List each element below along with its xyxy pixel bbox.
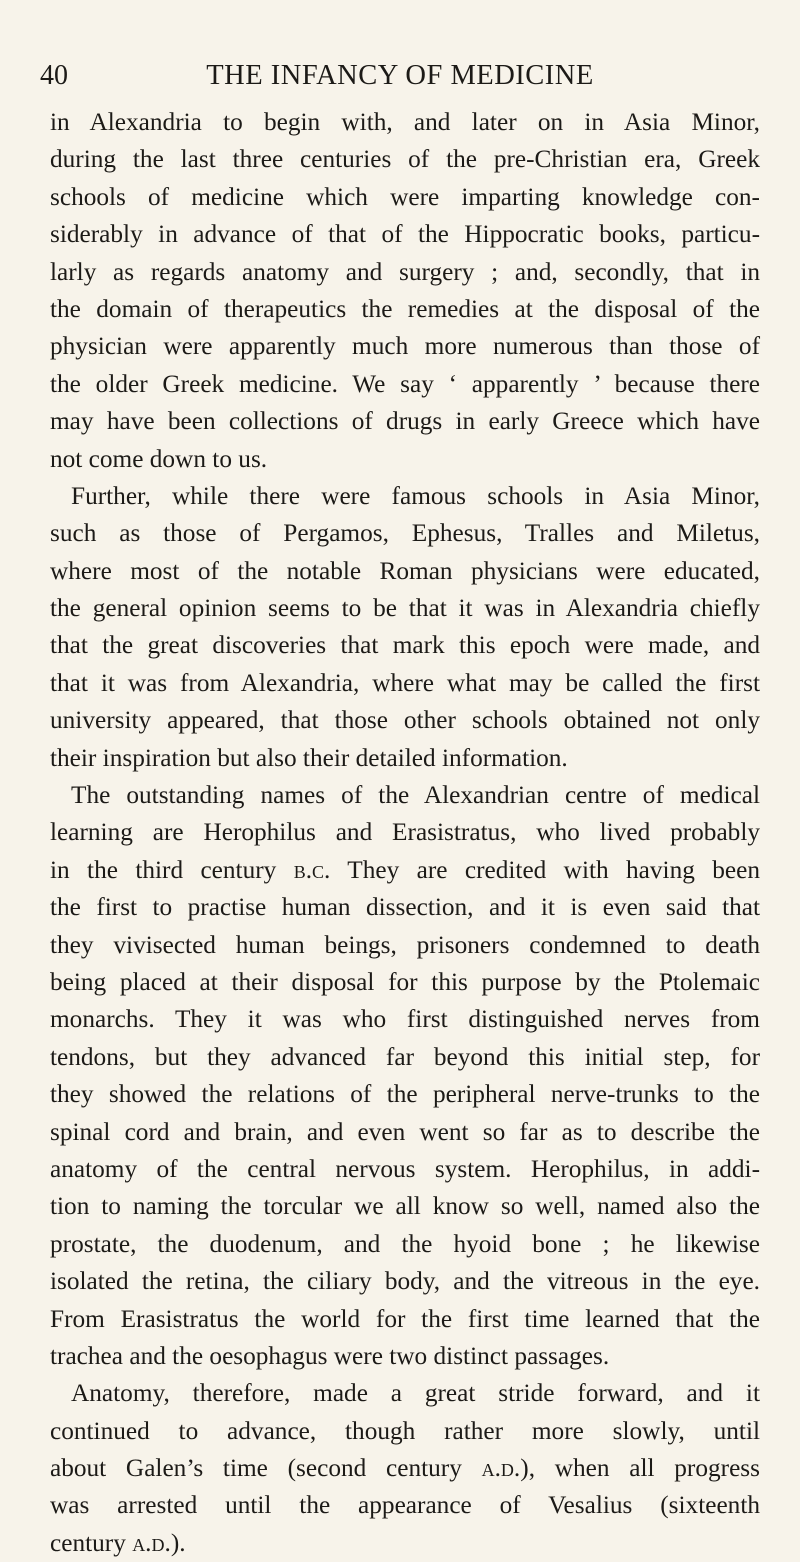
text-line: tendons, but they advanced far beyond this initial step, for xyxy=(50,1042,760,1071)
text-line: century a.d.). xyxy=(50,1528,186,1557)
text-line: anatomy of the central nervous system. Herophilus, in addi- xyxy=(50,1154,760,1183)
running-title: THE INFANCY OF MEDICINE xyxy=(206,60,594,91)
text-line: continued to advance, though rather more slowly, until xyxy=(50,1416,760,1445)
text-line: being placed at their disposal for this purpose by the Ptolemaic xyxy=(50,967,760,996)
text-line: siderably in advance of that of the Hippocratic books, particu- xyxy=(50,220,760,249)
text-line: in the third century b.c. They are credited with having been xyxy=(50,855,760,884)
text-line: monarchs. They it was who first distinguished nerves from xyxy=(50,1005,760,1034)
text-line: trachea and the oesophagus were two distinct passages. xyxy=(50,1341,610,1370)
body-text xyxy=(50,104,760,1562)
text-line: Further, while there were famous schools in Asia Minor, xyxy=(71,481,760,510)
text-line: not come down to us. xyxy=(50,444,268,473)
text-line: may have been collections of drugs in early Greece which have xyxy=(50,407,760,436)
text-line: during the last three centuries of the pre-Christian era, Greek xyxy=(50,145,760,174)
text-line: From Erasistratus the world for the first time learned that the xyxy=(50,1304,760,1333)
text-line: about Galen’s time (second century a.d.), when all progress xyxy=(50,1454,760,1483)
text-line: in Alexandria to begin with, and later on in Asia Minor, xyxy=(50,108,760,136)
text-line: that it was from Alexandria, where what may be called the first xyxy=(50,668,760,697)
text-line: isolated the retina, the ciliary body, and the vitreous in the eye. xyxy=(50,1267,760,1296)
text-line: learning are Herophilus and Erasistratus, who lived probably xyxy=(50,818,760,847)
text-line: the first to practise human dissection, and it is even said that xyxy=(50,893,760,922)
page-header xyxy=(40,56,760,96)
text-line: tion to naming the torcular we all know so well, named also the xyxy=(50,1192,760,1221)
text-line: where most of the notable Roman physicians were educated, xyxy=(50,556,760,585)
text-line: the domain of therapeutics the remedies at the disposal of the xyxy=(50,294,760,323)
text-line: they vivisected human beings, prisoners condemned to death xyxy=(50,930,760,959)
text-line: university appeared, that those other schools obtained not only xyxy=(50,706,760,735)
text-line: such as those of Pergamos, Ephesus, Tralles and Miletus, xyxy=(50,519,760,548)
text-line: their inspiration but also their detailed information. xyxy=(50,743,568,772)
text-line: Anatomy, therefore, made a great stride forward, and it xyxy=(71,1379,760,1408)
text-line: The outstanding names of the Alexandrian centre of medical xyxy=(71,781,760,810)
text-line: the older Greek medicine. We say ‘ apparently ’ because there xyxy=(50,369,760,398)
text-line: larly as regards anatomy and surgery ; and, secondly, that in xyxy=(50,257,760,286)
text-line: was arrested until the appearance of Vesalius (sixteenth xyxy=(50,1491,760,1520)
text-line: they showed the relations of the peripheral nerve-trunks to the xyxy=(50,1080,760,1109)
text-line: that the great discoveries that mark this epoch were made, and xyxy=(50,631,760,660)
text-line: schools of medicine which were imparting knowledge con- xyxy=(50,182,760,211)
text-line: physician were apparently much more numerous than those of xyxy=(50,332,760,361)
page-number: 40 xyxy=(40,60,68,91)
text-line: spinal cord and brain, and even went so far as to describe the xyxy=(50,1117,760,1146)
text-line: prostate, the duodenum, and the hyoid bone ; he likewise xyxy=(50,1229,760,1258)
text-line: the general opinion seems to be that it was in Alexandria chiefly xyxy=(50,594,760,623)
